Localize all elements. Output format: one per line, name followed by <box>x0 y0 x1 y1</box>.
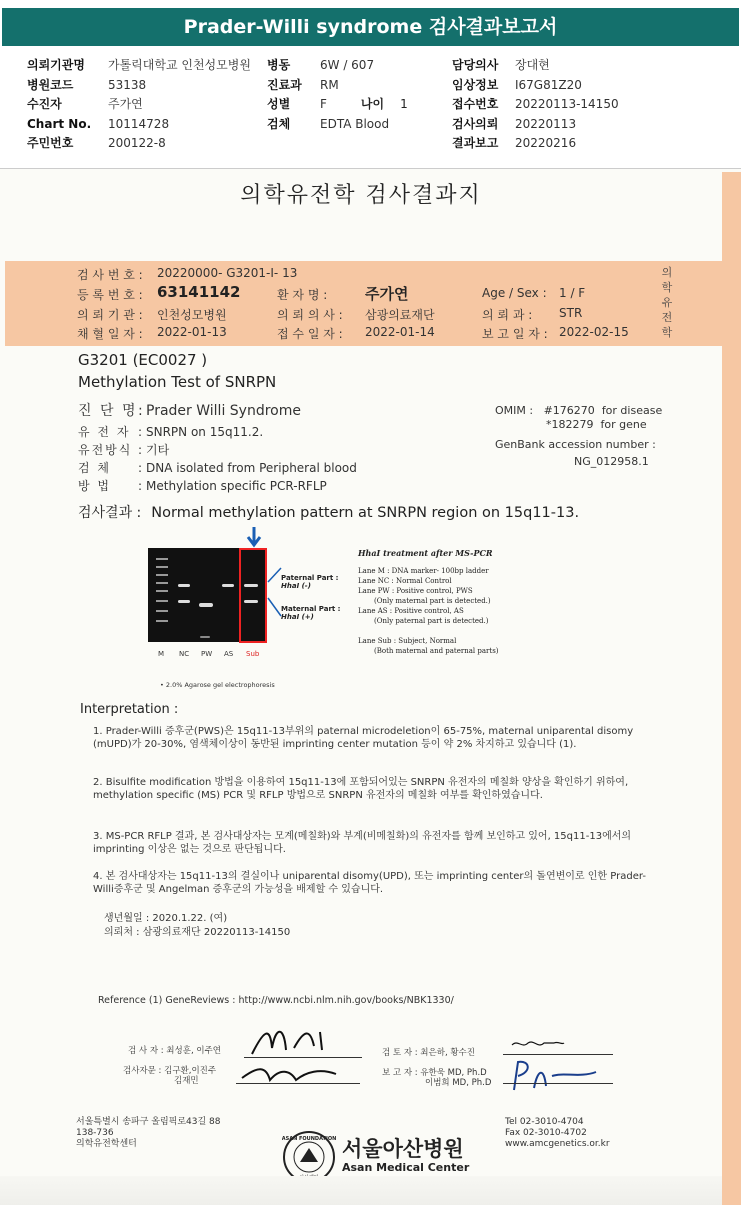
birth-label: 생년월일 : <box>104 913 150 924</box>
genbank-label: GenBank accession number : <box>495 438 656 451</box>
org: 인천성모병원 <box>157 308 227 322</box>
hospital-name-ko: 서울아산병원 <box>342 1137 464 1161</box>
meta-value: 10114728 <box>108 116 170 131</box>
legend-line: Lane Sub : Subject, Normal <box>358 637 457 645</box>
signature-line <box>236 1083 360 1084</box>
lane-label: Sub <box>246 650 260 658</box>
subject-lane-highlight <box>239 548 267 643</box>
meta-value: RM <box>320 77 339 92</box>
meta-label: 주민번호 <box>27 136 74 150</box>
signature-line <box>503 1083 613 1084</box>
gene: SNRPN on 15q11.2. <box>146 425 264 439</box>
meta-label: 병원코드 <box>27 77 74 92</box>
page-bottom-edge <box>0 1176 722 1205</box>
address-line: 138-736 <box>76 1128 114 1138</box>
meta-value: 주가연 <box>108 97 143 111</box>
result-text: Normal methylation pattern at SNRPN region on 15q11-13. <box>151 505 580 521</box>
meta-value: 20220216 <box>515 136 577 150</box>
doctor: 삼광의료재단 <box>365 308 435 322</box>
diagnosis-row: 진 단 명: Prader Willi Syndrome <box>78 400 301 420</box>
contact-line: Fax 02-3010-4702 <box>505 1128 587 1138</box>
reporter-name1: 유한욱 MD, Ph.D <box>420 1068 487 1078</box>
collect-date: 2022-01-13 <box>157 325 227 339</box>
examiner-signature <box>244 1020 360 1060</box>
meta-column-1 <box>27 56 251 154</box>
test-code: G3201 (EC0027 ) <box>78 351 208 369</box>
meta-label: 접수번호 <box>452 97 499 111</box>
requester: 삼광의료재단 20220113-14150 <box>142 927 291 938</box>
vertical-char: 의 <box>661 266 673 279</box>
exam-no-label: 검 사 번 호 : <box>77 268 143 282</box>
omim-gene: *182279 <box>546 418 594 431</box>
meta-value: 가톨릭대학교 인천성모병원 <box>108 58 251 72</box>
vertical-char: 유 <box>661 296 673 309</box>
legend-line: Lane NC : Normal Control <box>358 577 452 585</box>
patient-label: 환 자 명 : <box>277 288 328 302</box>
legend-line: (Only maternal part is detected.) <box>374 597 491 605</box>
patient-name: 주가연 <box>365 285 409 303</box>
org-label: 의 뢰 기 관 : <box>77 308 143 322</box>
legend-spacer <box>358 626 499 636</box>
doctor-label: 의 뢰 의 사 : <box>277 308 343 322</box>
signature-line <box>503 1054 613 1055</box>
interpretation-heading: Interpretation : <box>80 702 179 717</box>
lane-label: NC <box>179 650 190 658</box>
maternal-label <box>281 605 340 621</box>
specimen: DNA isolated from Peripheral blood <box>146 461 357 475</box>
receipt-label: 접 수 일 자 : <box>277 327 343 341</box>
omim-gene-note: for gene <box>600 418 647 431</box>
meta-label: 결과보고 <box>452 136 499 150</box>
meta-value: 20220113 <box>515 116 577 131</box>
birth-date: 2020.1.22. (여) <box>152 913 228 924</box>
legend-line: Lane M : DNA marker- 100bp ladder <box>358 567 489 575</box>
meta-label: 검사의뢰 <box>452 116 499 131</box>
report-title-bar: Prader-Willi syndrome 검사결과보고서 <box>2 8 739 46</box>
vertical-char: 학 <box>661 326 673 339</box>
paternal-title: Paternal Part : <box>281 574 339 582</box>
emblem-text: ASAN FOUNDATION <box>282 1136 336 1142</box>
reg-no: 63141142 <box>157 283 241 301</box>
meta-label: 진료과 <box>267 77 302 92</box>
address-block <box>76 1117 221 1150</box>
omim-disease-note: for disease <box>601 404 663 417</box>
meta-label: 담당의사 <box>452 58 499 72</box>
meta-label: 임상정보 <box>452 77 499 92</box>
omim-label: OMIM : <box>495 404 534 417</box>
reporter-label: 보 고 자 : <box>382 1068 418 1078</box>
inheritance: 기타 <box>146 443 170 457</box>
legend-line: Lane PW : Positive control, PWS <box>358 587 473 595</box>
address-line: 서울특별시 송파구 올림픽로43길 88 <box>76 1117 221 1127</box>
reviewer-signature <box>508 1035 568 1055</box>
meta-label: 수진자 <box>27 97 62 111</box>
document-title: 의학유전학 검사결과지 <box>240 183 482 208</box>
dept: STR <box>559 306 583 320</box>
interpretation-para: 3. MS-PCR RFLP 결과, 본 검사대상자는 모계(메칠화)와 부계(비메칠화)의 유전자를 함께 보인하고 있어, 15q11-13에서의 imprinting 이상은 없는 것으로 판단됩니다. <box>93 831 632 855</box>
meta-value: F <box>320 97 327 111</box>
reporter-signature <box>504 1058 600 1094</box>
report-label: 보 고 일 자 : <box>482 327 548 341</box>
patient-info-band <box>5 261 722 346</box>
age-label: 나이 <box>360 97 385 111</box>
meta-label: 검체 <box>267 116 291 131</box>
dept-label: 의 뢰 과 : <box>482 308 533 322</box>
contact-block <box>505 1117 610 1150</box>
meta-label: 의뢰기관명 <box>27 58 85 72</box>
requester-row <box>104 923 290 938</box>
maternal-title: Maternal Part : <box>281 605 341 613</box>
method-row: 방 법 : Methylation specific PCR-RFLP <box>78 479 327 493</box>
lane-label: M <box>158 650 165 658</box>
lane-label: PW <box>201 650 213 658</box>
meta-value: 20220113-14150 <box>515 97 619 111</box>
gene-label: 유 전 자 <box>78 425 131 439</box>
reporter <box>382 1068 491 1088</box>
legend-title: HhaI treatment after MS-PCR <box>358 548 493 558</box>
diagnosis-label: 진 단 명 <box>78 403 138 419</box>
meta-label: 병동 <box>267 58 291 72</box>
gene-row: 유 전 자 : SNRPN on 15q11.2. <box>78 425 264 439</box>
result-label: 검사결과 : <box>78 505 142 521</box>
meta-value: 53138 <box>108 77 147 92</box>
paternal-label <box>281 574 338 590</box>
contact-line: www.amcgenetics.or.kr <box>505 1139 610 1149</box>
specimen-label: 검 체 <box>78 461 111 475</box>
legend-line: Lane AS : Positive control, AS <box>358 607 464 615</box>
inheritance-label: 유전방식 <box>78 443 133 457</box>
method-label: 방 법 <box>78 479 111 493</box>
examiner-assist <box>123 1066 216 1086</box>
collect-label: 채 혈 일 자 : <box>77 327 143 341</box>
meta-value: 장대현 <box>515 58 550 72</box>
meta-value: I67G81Z20 <box>515 77 582 92</box>
meta-label: Chart No. <box>27 116 92 131</box>
reg-no-label: 등 록 번 호 : <box>77 288 143 302</box>
meta-column-2 <box>267 56 408 134</box>
omim-block <box>495 404 662 469</box>
contact-line: Tel 02-3010-4704 <box>505 1117 584 1127</box>
examiner-assist-names: 김구환,이진주 <box>164 1066 217 1076</box>
requester-label: 의뢰처 : <box>104 927 140 938</box>
reviewer: 검 토 자 : 최은하, 황수진 <box>382 1048 475 1058</box>
lane-label: AS <box>224 650 234 658</box>
right-color-strip <box>722 172 741 1205</box>
birth-row <box>104 909 227 924</box>
genbank-accession: NG_012958.1 <box>574 455 649 468</box>
vertical-label <box>659 265 675 340</box>
assist-signature <box>236 1058 360 1086</box>
legend-line: (Both maternal and paternal parts) <box>374 647 499 655</box>
arrow-down-icon <box>246 526 262 548</box>
reporter-name2: 이범희 MD, Ph.D <box>425 1078 492 1088</box>
interpretation-para: 2. Bisulfite modification 방법을 이용하여 15q11-13에 포함되어있는 SNRPN 유전자의 메칠화 양상을 확인하기 위하여, methylation specific (MS) PCR 및 RFLP 방법으로 SNRPN 유전자의 메칠화 여부를 확인하였습니다. <box>93 777 629 801</box>
paternal-enzyme: HhaI (-) <box>281 582 311 590</box>
examiner: 검 사 자 : 최성훈, 이주연 <box>128 1046 221 1056</box>
legend-line: (Only paternal part is detected.) <box>374 617 489 625</box>
diagnosis: Prader Willi Syndrome <box>146 403 301 419</box>
vertical-char: 전 <box>661 311 673 324</box>
specimen-row: 검 체 : DNA isolated from Peripheral blood <box>78 461 357 475</box>
age-sex: 1 / F <box>559 286 586 300</box>
meta-value: 200122-8 <box>108 136 166 150</box>
reference: Reference (1) GeneReviews : http://www.ncbi.nlm.nih.gov/books/NBK1330/ <box>98 995 454 1006</box>
meta-value: 6W / 607 <box>320 58 375 72</box>
interpretation-para: 1. Prader-Willi 증후군(PWS)은 15q11-13부위의 paternal microdeletion이 65-75%, maternal uniparental disomy (mUPD)가 20-30%, 염색체이상이 동반된 imprinting center mutation 등이 약 2% 차지하고 있습니다 (1). <box>93 726 634 750</box>
hospital-name-en: Asan Medical Center <box>342 1161 470 1174</box>
interpretation-para: 4. 본 검사대상자는 15q11-13의 결실이나 uniparental disomy(UPD), 또는 imprinting center의 돌연변이로 인한 Prader-Willi증후군 및 Angelman 증후군의 가능성을 배제할 수 있습니다. <box>93 871 646 895</box>
report-date: 2022-02-15 <box>559 325 629 339</box>
vertical-char: 학 <box>661 281 673 294</box>
meta-label: 성별 <box>267 97 291 111</box>
result-row <box>78 502 579 522</box>
gel-note: • 2.0% Agarose gel electrophoresis <box>160 681 275 689</box>
age-sex-label: Age / Sex : <box>482 286 547 300</box>
gel-legend <box>358 548 499 656</box>
address-line: 의학유전학센터 <box>76 1139 137 1149</box>
receipt-date: 2022-01-14 <box>365 325 435 339</box>
inheritance-row: 유전방식 : 기타 <box>78 443 170 457</box>
exam-no: 20220000- G3201-I- 13 <box>157 266 298 280</box>
age-value: 1 <box>400 97 408 111</box>
examiner-assist-label: 검사자문 : <box>123 1066 162 1076</box>
method: Methylation specific PCR-RFLP <box>146 479 327 493</box>
meta-column-3 <box>452 56 619 154</box>
omim-disease: #176270 <box>543 404 595 417</box>
maternal-enzyme: HhaI (+) <box>281 613 314 621</box>
examiner-assist-name2: 김재민 <box>174 1076 199 1086</box>
meta-value: EDTA Blood <box>320 116 390 131</box>
test-title: Methylation Test of SNRPN <box>78 373 277 391</box>
